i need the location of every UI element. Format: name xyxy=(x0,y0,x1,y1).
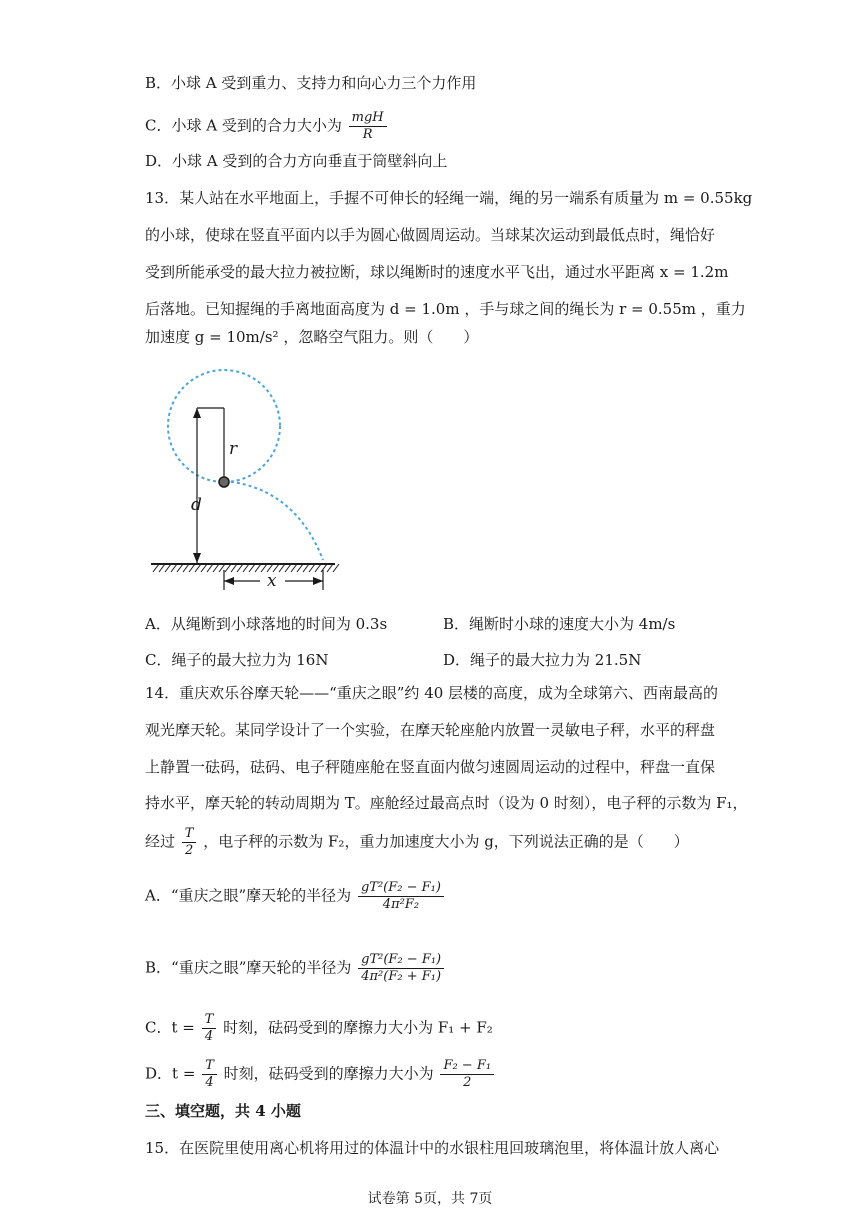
q13-line-3: 受到所能承受的最大拉力被拉断，球以绳断时的速度水平飞出，通过水平距离 x = 1.2m xyxy=(145,263,729,281)
hatch-line xyxy=(237,564,243,572)
q12-option-c-fraction xyxy=(349,110,387,143)
hatch-line xyxy=(207,564,213,572)
q14-option-b-text: B．“重庆之眼”摩天轮的半径为 xyxy=(145,958,352,977)
hatch-line xyxy=(177,564,183,572)
fraction-numerator: mgH xyxy=(349,110,387,127)
q14-line-2: 观光摩天轮。某同学设计了一个实验，在摩天轮座舱内放置一灵敏电子秤，水平的秤盘 xyxy=(145,721,716,739)
hatch-line xyxy=(159,564,165,572)
hatch-line xyxy=(303,564,309,572)
fraction-denominator: 2 xyxy=(463,1075,472,1090)
hatch-line xyxy=(291,564,297,572)
q12-option-d: D．小球 A 受到的合力方向垂直于筒壁斜向上 xyxy=(145,152,448,170)
q13-figure xyxy=(145,360,345,600)
q14-option-c-pre: C．t = xyxy=(145,1018,195,1037)
fraction-numerator: gT²(F₂ − F₁) xyxy=(358,880,444,897)
q14-option-d xyxy=(145,1058,496,1091)
hatch-line xyxy=(279,564,285,572)
hatch-line xyxy=(327,564,333,572)
hatch-line xyxy=(171,564,177,572)
q14-line-5 xyxy=(145,826,689,859)
q14-option-b-fraction xyxy=(358,952,444,985)
hatch-line xyxy=(255,564,261,572)
hatch-line xyxy=(285,564,291,572)
q14-line-5-post: ，电子秤的示数为 F₂，重力加速度大小为 g，下列说法正确的是（ ） xyxy=(203,832,689,851)
q13-line-2: 的小球，使球在竖直平面内以手为圆心做圆周运动。当球某次运动到最低点时，绳恰好 xyxy=(145,226,716,244)
hatch-line xyxy=(189,564,195,572)
q12-option-c-text: C．小球 A 受到的合力大小为 xyxy=(145,116,342,135)
fraction-numerator: T xyxy=(202,1012,217,1029)
q13-line-4: 后落地。已知握绳的手离地面高度为 d = 1.0m ，手与球之间的绳长为 r = 0.55m ，重力 xyxy=(145,300,746,318)
q12-option-c xyxy=(145,110,389,143)
q14-option-b xyxy=(145,952,446,985)
q14-option-c xyxy=(145,1012,493,1045)
hatch-line xyxy=(153,564,159,572)
q14-option-d-fraction-2 xyxy=(440,1058,494,1091)
q15-line-1: 15．在医院里使用离心机将用过的体温计中的水银柱甩回玻璃泡里，将体温计放人离心 xyxy=(145,1139,720,1157)
fraction-denominator: 4π²(F₂ + F₁) xyxy=(361,969,442,984)
hatch-line xyxy=(309,564,315,572)
hatch-line xyxy=(315,564,321,572)
fraction-numerator: F₂ − F₁ xyxy=(440,1058,494,1075)
q14-line-3: 上静置一砝码，砝码、电子秤随座舱在竖直面内做匀速圆周运动的过程中，秤盘一直保 xyxy=(145,758,716,776)
q13-option-a: A．从绳断到小球落地的时间为 0.3s xyxy=(145,615,388,633)
fraction-denominator: 4 xyxy=(205,1075,214,1090)
q14-option-c-fraction xyxy=(202,1012,217,1045)
hatch-line xyxy=(201,564,207,572)
q14-line-4: 持水平，摩天轮的转动周期为 T。座舱经过最高点时（设为 0 时刻），电子秤的示数为 F₁， xyxy=(145,794,748,812)
q14-option-d-post: 时刻，砝码受到的摩擦力大小为 xyxy=(223,1064,434,1083)
q14-option-d-pre: D．t = xyxy=(145,1064,196,1083)
hatch-line xyxy=(297,564,303,572)
q14-option-a-text: A．“重庆之眼”摩天轮的半径为 xyxy=(145,886,352,905)
q14-option-d-fraction xyxy=(202,1058,217,1091)
q14-line-5-fraction xyxy=(182,826,197,859)
label-d: d xyxy=(191,495,202,515)
fraction-numerator: T xyxy=(202,1058,217,1075)
hatch-line xyxy=(333,564,339,572)
hatch-line xyxy=(195,564,201,572)
label-r: r xyxy=(229,439,238,459)
q13-option-c: C．绳子的最大拉力为 16N xyxy=(145,651,329,669)
q13-line-1: 13．某人站在水平地面上，手握不可伸长的轻绳一端，绳的另一端系有质量为 m = 0.55kg xyxy=(145,189,753,207)
hatch-line xyxy=(249,564,255,572)
hatch-line xyxy=(243,564,249,572)
label-x: x xyxy=(267,571,277,591)
x-arrow-left xyxy=(224,577,234,585)
q14-option-a-fraction xyxy=(358,880,444,913)
section-heading: 三、填空题，共 4 小题 xyxy=(145,1102,301,1120)
fraction-denominator: R xyxy=(362,127,373,142)
hatch-line xyxy=(213,564,219,572)
projectile-path xyxy=(225,481,323,560)
q13-option-d: D．绳子的最大拉力为 21.5N xyxy=(443,651,642,669)
fraction-numerator: T xyxy=(182,826,197,843)
q13-line-5: 加速度 g = 10m/s² ，忽略空气阻力。则（ ） xyxy=(145,328,479,346)
page-footer: 试卷第 5页，共 7页 xyxy=(367,1191,493,1207)
fraction-denominator: 4 xyxy=(204,1029,214,1044)
q12-option-b: B．小球 A 受到重力、支持力和向心力三个力作用 xyxy=(145,74,477,92)
d-arrow-down xyxy=(193,553,201,563)
hatch-line xyxy=(231,564,237,572)
q14-line-1: 14．重庆欢乐谷摩天轮——“重庆之眼”约 40 层楼的高度，成为全球第六、西南最高的 xyxy=(145,684,719,702)
q14-line-5-pre: 经过 xyxy=(145,832,176,851)
x-arrow-right xyxy=(313,577,323,585)
q14-option-c-post: 时刻，砝码受到的摩擦力大小为 F₁ + F₂ xyxy=(223,1018,493,1037)
q13-option-b: B．绳断时小球的速度大小为 4m/s xyxy=(443,615,676,633)
hatch-line xyxy=(183,564,189,572)
ball xyxy=(219,477,229,487)
fraction-numerator: gT²(F₂ − F₁) xyxy=(358,952,444,969)
fraction-denominator: 2 xyxy=(184,843,194,858)
ground-hatching xyxy=(153,564,339,572)
fraction-denominator: 4π²F₂ xyxy=(382,897,420,912)
hatch-line xyxy=(165,564,171,572)
hatch-line xyxy=(225,564,231,572)
q14-option-a xyxy=(145,880,446,913)
d-arrow-up xyxy=(193,408,201,418)
hatch-line xyxy=(321,564,327,572)
